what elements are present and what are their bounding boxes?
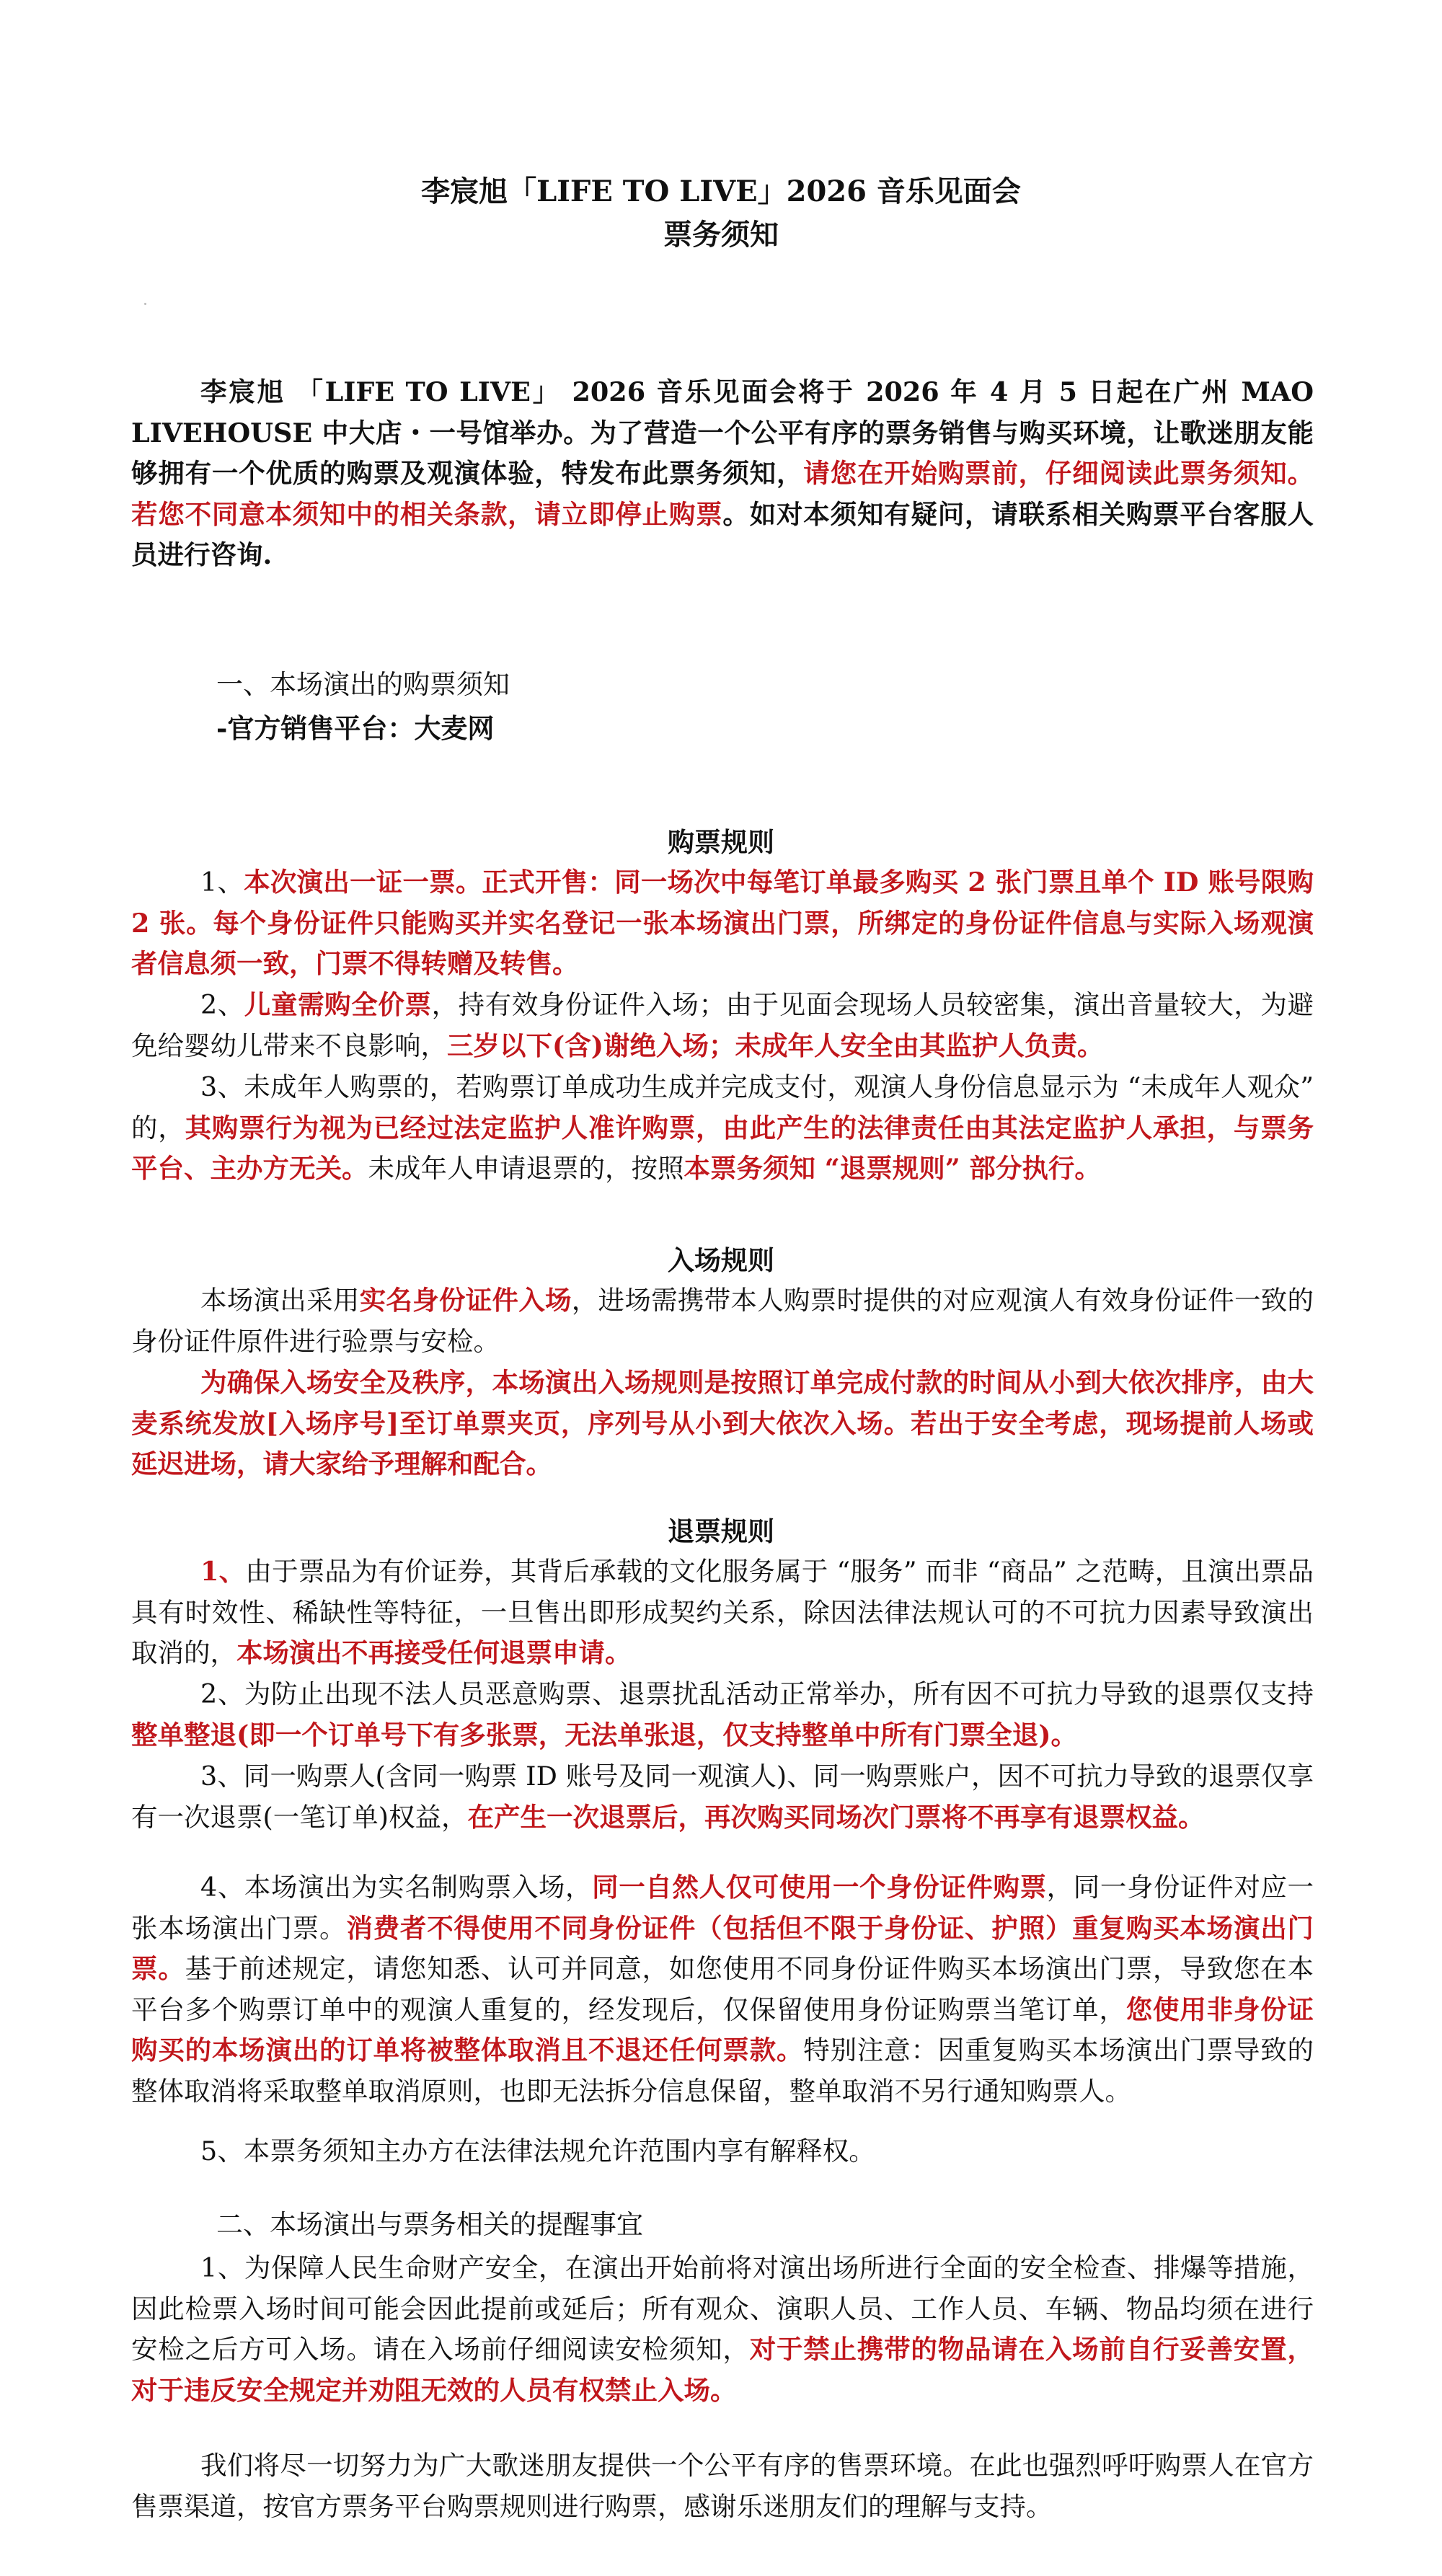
intro-text-2: 。如对本须知有疑问，请联系相关购票平台客服人员进行咨询. bbox=[131, 498, 1314, 570]
refund-rule-4 bbox=[131, 1867, 1314, 2112]
purchase-rule-2-red-2: 三岁以下(含)谢绝入场；未成年人安全由其监护人负责。 bbox=[447, 1030, 1104, 1061]
entry-rule-1-text-2: ，进场需携带本人购票时提供的对应观演人有效身份证件一致的身份证件原件进行验票与安检。 bbox=[131, 1285, 1314, 1357]
closing-paragraph: 我们将尽一切努力为广大歌迷朋友提供一个公平有序的售票环境。在此也强烈呼吁购票人在官方售票渠道，按官方票务平台购票规则进行购票，感谢乐迷朋友们的理解与支持。 bbox=[131, 2450, 1314, 2522]
intro-text-1: 李宸旭 「LIFE TO LIVE」 2026 音乐见面会将于 2026 年 4 月 5 日起在广州 MAO LIVEHOUSE 中大店・一号馆举办。为了营造一个公平有序的票务销售与购买环境，让歌迷朋友能够拥有一个优质的购票及观演体验，特发布此票务须知， bbox=[131, 376, 1314, 489]
purchase-rule-2 bbox=[131, 985, 1314, 1066]
reminder-1-red: 对于禁止携带的物品请在入场前自行妥善安置，对于违反安全规定并劝阻无效的人员有权禁止入场。 bbox=[131, 2334, 1314, 2406]
refund-rule-2 bbox=[131, 1674, 1314, 1756]
intro-warning: 请您在开始购票前，仔细阅读此票务须知。若您不同意本须知中的相关条款，请立即停止购票 bbox=[131, 458, 1314, 530]
purchase-rule-1-num: 1、 bbox=[200, 867, 244, 898]
purchase-rule-2-text: ，持有效身份证件入场；由于见面会现场人员较密集，演出音量较大，为避免给婴幼儿带来不良影响， bbox=[131, 989, 1314, 1061]
intro-paragraph bbox=[131, 372, 1314, 576]
entry-rule-2 bbox=[131, 1363, 1314, 1485]
purchase-rules-heading: 购票规则 bbox=[668, 826, 774, 858]
entry-rule-1-red: 实名身份证件入场 bbox=[359, 1285, 572, 1316]
refund-rule-4-text-4: 特别注意：因重复购买本场演出门票导致的整体取消将采取整单取消原则，也即无法拆分信息保留，整单取消不另行通知购票人。 bbox=[131, 2035, 1314, 2107]
purchase-rule-2-red-1: 儿童需购全价票 bbox=[244, 989, 432, 1020]
refund-rule-3-red: 在产生一次退票后，再次购买同场次门票将不再享有退票权益。 bbox=[467, 1801, 1205, 1833]
refund-rules-heading: 退票规则 bbox=[668, 1515, 774, 1547]
purchase-rule-3-red-1: 其购票行为视为已经过法定监护人准许购票，由此产生的法律责任由其法定监护人承担，与票务平台、主办方无关。 bbox=[131, 1112, 1314, 1184]
refund-rule-1-red: 本场演出不再接受任何退票申请。 bbox=[236, 1637, 632, 1668]
scan-speck bbox=[144, 303, 146, 305]
reminder-1-text: 1、为保障人民生命财产安全，在演出开始前将对演出场所进行全面的安全检查、排爆等措施，因此检票入场时间可能会因此提前或延后；所有观众、演职人员、工作人员、车辆、物品均须在进行安检之后方可入场。请在入场前仔细阅读安检须知， bbox=[131, 2252, 1314, 2365]
purchase-rule-3-text-1: 3、未成年人购票的，若购票订单成功生成并完成支付，观演人身份信息显示为 “未成年人观众” 的， bbox=[131, 1071, 1314, 1143]
refund-rule-2-text: 2、为防止出现不法人员恶意购票、退票扰乱活动正常举办，所有因不可抗力导致的退票仅支持 bbox=[200, 1678, 1314, 1709]
document-title: 李宸旭「LIFE TO LIVE」2026 音乐见面会 bbox=[421, 174, 1021, 208]
reminder-1 bbox=[131, 2248, 1314, 2411]
refund-rule-1 bbox=[131, 1552, 1314, 1674]
purchase-rule-3-text-2: 未成年人申请退票的，按照 bbox=[368, 1153, 684, 1184]
refund-rule-4-text-1: 4、本场演出为实名制购票入场， bbox=[200, 1872, 593, 1903]
section1-heading: 一、本场演出的购票须知 bbox=[216, 669, 510, 700]
refund-rule-4-text-2: ，同一身份证件对应一张本场演出门票。 bbox=[131, 1872, 1314, 1944]
refund-rule-4-red-3: 您使用非身份证购买的本场演出的订单将被整体取消且不退还任何票款。 bbox=[131, 1993, 1314, 2066]
refund-rule-5: 5、本票务须知主办方在法律法规允许范围内享有解释权。 bbox=[200, 2135, 875, 2166]
refund-rule-4-text-3: 基于前述规定，请您知悉、认可并同意，如您使用不同身份证件购买本场演出门票，导致您在本平台多个购票订单中的观演人重复的，经发现后，仅保留使用身份证购票当笔订单， bbox=[131, 1953, 1314, 2025]
entry-rule-2-red: 为确保入场安全及秩序，本场演出入场规则是按照订单完成付款的时间从小到大依次排序，由大麦系统发放[入场序号]至订单票夹页，序列号从小到大依次入场。若出于安全考虑，现场提前人场或延迟进场，请大家给予理解和配合。 bbox=[131, 1367, 1314, 1479]
refund-rule-2-red: 整单整退(即一个订单号下有多张票，无法单张退，仅支持整单中所有门票全退)。 bbox=[131, 1719, 1078, 1750]
entry-rule-1-text-1: 本场演出采用 bbox=[200, 1285, 360, 1316]
refund-rule-1-num: 1、 bbox=[200, 1556, 246, 1587]
refund-rule-4-red-1: 同一自然人仅可使用一个身份证件购票 bbox=[592, 1872, 1047, 1903]
entry-rule-1 bbox=[131, 1280, 1314, 1362]
purchase-rule-3 bbox=[131, 1067, 1314, 1190]
purchase-rule-1-text: 本次演出一证一票。正式开售：同一场次中每笔订单最多购买 2 张门票且单个 ID 账号限购 2 张。每个身份证件只能购买并实名登记一张本场演出门票，所绑定的身份证件信息与实际入场观演者信息须一致，门票不得转赠及转售。 bbox=[131, 867, 1314, 979]
purchase-rule-1 bbox=[131, 862, 1314, 985]
purchase-rule-3-red-2: 本票务须知 “退票规则” 部分执行。 bbox=[684, 1153, 1101, 1184]
refund-rule-1-text: 由于票品为有价证券，其背后承载的文化服务属于 “服务” 而非 “商品” 之范畴，且演出票品具有时效性、稀缺性等特征，一旦售出即形成契约关系，除因法律法规认可的不可抗力因素导致演出取消的， bbox=[131, 1556, 1314, 1668]
document-subtitle: 票务须知 bbox=[663, 218, 779, 252]
refund-rule-3-text: 3、同一购票人(含同一购票 ID 账号及同一观演人)、同一购票账户，因不可抗力导致的退票仅享有一次退票(一笔订单)权益， bbox=[131, 1761, 1314, 1833]
entry-rules-heading: 入场规则 bbox=[668, 1244, 774, 1276]
refund-rule-4-red-2: 消费者不得使用不同身份证件（包括但不限于身份证、护照）重复购买本场演出门票。 bbox=[131, 1912, 1314, 1984]
refund-rule-3 bbox=[131, 1756, 1314, 1838]
official-platform: -官方销售平台：大麦网 bbox=[216, 712, 495, 744]
purchase-rule-2-num: 2、 bbox=[200, 989, 244, 1020]
section2-heading: 二、本场演出与票务相关的提醒事宜 bbox=[216, 2209, 643, 2240]
